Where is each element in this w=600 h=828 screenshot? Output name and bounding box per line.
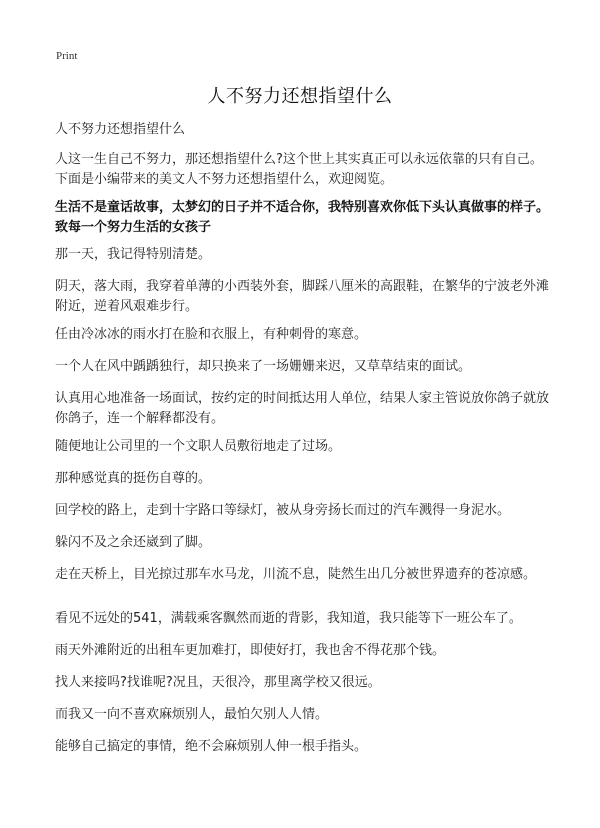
- body-paragraph: 能够自己搞定的事情，绝不会麻烦别人伸一根手指头。: [55, 739, 368, 754]
- body-paragraph: 随便地让公司里的一个文职人员敷衍地走了过场。: [55, 439, 342, 454]
- body-paragraph: 躲闪不及之余还崴到了脚。: [55, 535, 212, 550]
- body-paragraph: 那种感觉真的挺伤自尊的。: [55, 471, 212, 486]
- subtitle-paragraph: 人不努力还想指望什么: [55, 122, 186, 137]
- body-paragraph: 回学校的路上，走到十字路口等绿灯，被从身旁扬长而过的汽车溅得一身泥水。: [55, 503, 511, 518]
- body-paragraph: 任由冷冰冰的雨水打在脸和衣服上，有种刺骨的寒意。: [55, 327, 368, 342]
- body-paragraph: 看见不远处的541，满载乘客飘然而逝的背影，我知道，我只能等下一班公车了。: [55, 611, 522, 626]
- body-paragraph: 一个人在风中踽踽独行，却只换来了一场姗姗来迟，又草草结束的面试。: [55, 359, 472, 374]
- body-paragraph: 走在天桥上，目光掠过那车水马龙，川流不息，陡然生出几分被世界遗弃的苍凉感。: [55, 567, 537, 582]
- body-paragraph: 找人来接吗?找谁呢?况且，天很冷，那里离学校又很远。: [55, 675, 381, 690]
- body-paragraph: 认真用心地准备一场面试，按约定的时间抵达用人单位，结果人家主管说放你鸽子就放你鸽子，连一个解释都没有。: [55, 391, 550, 426]
- print-link[interactable]: Print: [56, 50, 78, 62]
- body-paragraph: 而我又一向不喜欢麻烦别人，最怕欠别人人情。: [55, 707, 329, 722]
- intro-paragraph: 人这一生自己不努力，那还想指望什么?这个世上其实真正可以永远依靠的只有自己。下面是小编带来的美文人不努力还想指望什么，欢迎阅览。: [55, 152, 543, 187]
- bold-quote-paragraph: 生活不是童话故事，太梦幻的日子并不适合你，我特别喜欢你低下头认真做事的样子。致每一个努力生活的女孩子: [55, 200, 550, 235]
- body-paragraph: 阴天，落大雨，我穿着单薄的小西装外套，脚踩八厘米的高跟鞋，在繁华的宁波老外滩附近，逆着风艰难步行。: [55, 279, 550, 314]
- page-title: 人不努力还想指望什么: [207, 86, 393, 107]
- body-paragraph: 雨天外滩附近的出租车更加难打，即使好打，我也舍不得花那个钱。: [55, 643, 446, 658]
- body-paragraph: 那一天，我记得特别清楚。: [55, 247, 212, 262]
